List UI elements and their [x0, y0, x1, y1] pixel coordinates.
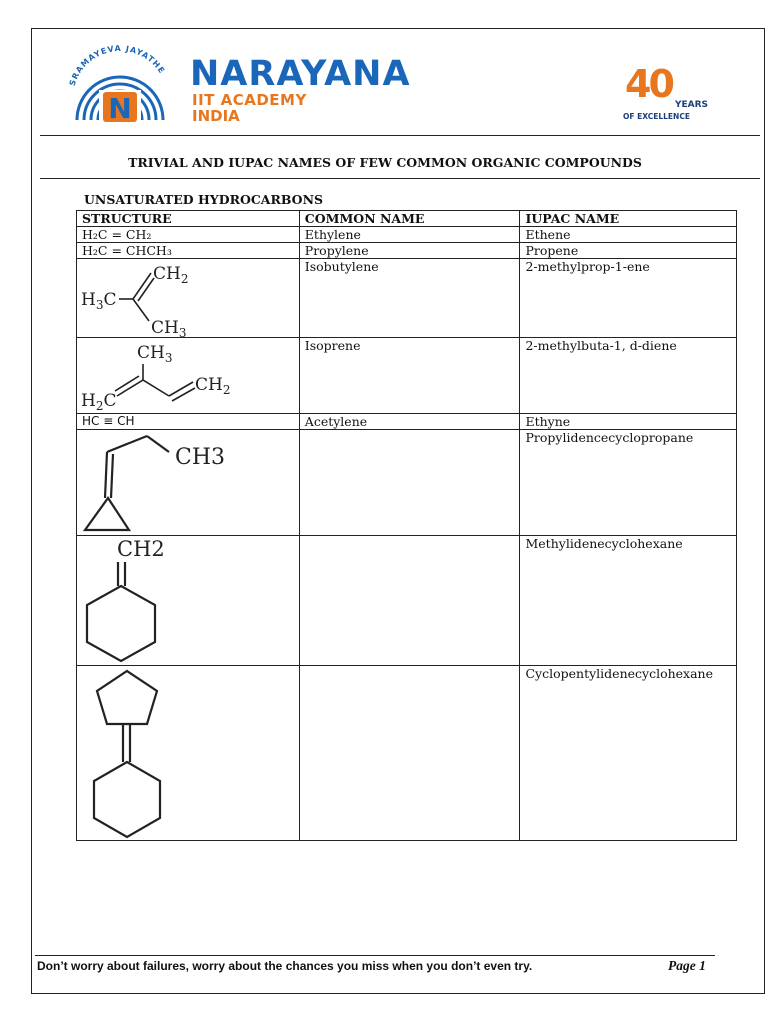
page-number: Page 1 — [668, 958, 706, 973]
iupac-name-cell: 2-methylbuta-1, d-diene — [520, 338, 737, 414]
footer-quote: Don’t worry about failures, worry about the chances you miss when you don’t even try. — [37, 959, 533, 973]
compounds-table — [76, 210, 737, 841]
header — [55, 40, 715, 132]
common-name-cell — [299, 536, 520, 666]
table-row — [77, 259, 737, 338]
header-structure: STRUCTURE — [77, 211, 300, 227]
structure-cell — [77, 536, 300, 666]
svg-text:CH3: $CH_3$ — [151, 318, 187, 337]
table-row — [77, 414, 737, 430]
svg-text:CH3: $CH_3$ — [137, 343, 173, 365]
svg-text:H2C: $H_2C$ — [81, 391, 117, 413]
iupac-name-cell: Propylidencecyclopropane — [520, 430, 737, 536]
title-divider — [40, 178, 760, 179]
isoprene-structure-icon — [77, 338, 289, 413]
common-name-cell: Ethylene — [299, 227, 520, 243]
header-divider — [40, 135, 760, 136]
common-name-cell: Propylene — [299, 243, 520, 259]
structure-cell: HC ≡ CH — [77, 414, 300, 430]
anniversary-badge — [623, 62, 709, 130]
iupac-name-cell: Cyclopentylidenecyclohexane — [520, 666, 737, 841]
narayana-logo-icon — [55, 40, 185, 132]
iupac-name-cell: 2-methylprop-1-ene — [520, 259, 737, 338]
methylidenecyclohexane-structure-icon — [77, 536, 289, 665]
propylidenecyclopropane-structure-icon — [77, 430, 289, 535]
anniversary-years: YEARS — [675, 100, 709, 110]
cyclopentylidenecyclohexane-structure-icon — [77, 666, 289, 840]
anniversary-excellence: OF EXCELLENCE — [623, 112, 690, 121]
common-name-cell — [299, 430, 520, 536]
brand-line1: IIT ACADEMY — [192, 91, 307, 109]
iupac-name-cell: Ethene — [520, 227, 737, 243]
svg-text:H3C: $H_3C$ — [81, 290, 117, 312]
footer-divider — [35, 955, 715, 956]
brand-line2: INDIA — [192, 107, 240, 125]
document-title: TRIVIAL AND IUPAC NAMES OF FEW COMMON ORGANIC COMPOUNDS — [128, 155, 642, 170]
svg-text:CH2: $CH_2$ — [195, 375, 231, 397]
header-common-name: COMMON NAME — [299, 211, 520, 227]
structure-cell — [77, 259, 300, 338]
table-row — [77, 227, 737, 243]
table-row — [77, 536, 737, 666]
table-row — [77, 338, 737, 414]
common-name-cell: Isobutylene — [299, 259, 520, 338]
iupac-name-cell: Propene — [520, 243, 737, 259]
svg-text:CH2: $CH_2$ — [153, 264, 189, 286]
table-row — [77, 243, 737, 259]
table-row — [77, 430, 737, 536]
structure-cell — [77, 666, 300, 841]
logo-letter: N — [108, 92, 132, 125]
common-name-cell — [299, 666, 520, 841]
structure-cell — [77, 430, 300, 536]
table-header-row — [77, 211, 737, 227]
svg-text:SRAMAYEVA JAYATHE — [68, 44, 167, 87]
logo-arc-text: SRAMAYEVA JAYATHE — [67, 43, 167, 87]
table-row — [77, 666, 737, 841]
header-iupac-name: IUPAC NAME — [520, 211, 737, 227]
common-name-cell: Isoprene — [299, 338, 520, 414]
common-name-cell: Acetylene — [299, 414, 520, 430]
isobutylene-structure-icon — [77, 259, 289, 337]
iupac-name-cell: Ethyne — [520, 414, 737, 430]
anniversary-number: 40 — [625, 62, 672, 106]
svg-text:CH2: CH2 — [117, 537, 165, 561]
svg-text:CH3: CH3 — [175, 445, 226, 470]
structure-cell — [77, 338, 300, 414]
structure-cell: H₂C = CHCH₃ — [77, 243, 300, 259]
iupac-name-cell: Methylidenecyclohexane — [520, 536, 737, 666]
structure-cell: H₂C = CH₂ — [77, 227, 300, 243]
brand-name: NARAYANA — [190, 54, 411, 94]
section-title: UNSATURATED HYDROCARBONS — [84, 192, 324, 207]
